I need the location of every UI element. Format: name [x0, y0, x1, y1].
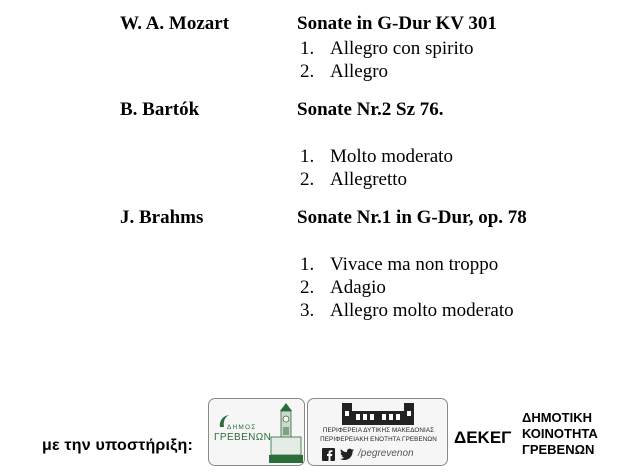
movement-title: Vivace ma non troppo [330, 254, 499, 275]
movement-item [300, 146, 453, 168]
work-title: Sonate Nr.2 Sz 76. [297, 99, 444, 120]
movement-title: Allegro molto moderato [330, 300, 514, 321]
composer-name: J. Brahms [120, 207, 204, 228]
movement-number: 1. [300, 254, 315, 275]
facebook-icon [322, 448, 335, 461]
composer-name: W. A. Mozart [120, 13, 230, 34]
social-handle: /pegrevenon [358, 448, 414, 459]
movement-item [300, 38, 474, 60]
movement-title: Allegro [330, 61, 389, 82]
koinotita-line: ΓΡΕΒΕΝΩΝ [522, 442, 595, 457]
social-row [322, 448, 442, 462]
movement-item [300, 254, 498, 276]
koinotita-label [522, 410, 598, 458]
twitter-icon [340, 448, 354, 461]
support-label: με την υποστήριξη: [42, 437, 194, 454]
movement-number: 2. [300, 169, 315, 190]
building-icon [342, 403, 414, 425]
movement-title: Allegro con spirito [330, 38, 474, 59]
movement-number: 1. [300, 146, 315, 167]
perifereia-logo [307, 398, 448, 466]
movement-number: 2. [300, 61, 315, 82]
logo-name: ΓΡΕΒΕΝΩΝ [214, 432, 272, 443]
movement-item [300, 61, 388, 83]
movement-number: 3. [300, 300, 315, 321]
movement-item [300, 169, 407, 191]
dimos-grevenon-logo [208, 398, 305, 466]
movement-title: Adagio [330, 277, 386, 298]
koinotita-line: ΔΗΜΟΤΙΚΗ [522, 410, 593, 425]
koinotita-line: ΚΟΙΝΟΤΗΤΑ [522, 426, 598, 441]
perif-line-2: ΠΕΡΙΦΕΡΕΙΑΚΗ ΕΝΟΤΗΤΑ ΓΡΕΒΕΝΩΝ [320, 436, 437, 443]
logo-word: ΔΗΜΟΣ [227, 424, 257, 431]
movement-title: Molto moderato [330, 146, 453, 167]
work-title: Sonate in G-Dur KV 301 [297, 13, 497, 34]
movement-title: Allegretto [330, 169, 408, 190]
movement-number: 2. [300, 277, 315, 298]
movement-item [300, 300, 514, 322]
composer-name: B. Bartók [120, 99, 200, 120]
perif-line-1: ΠΕΡΙΦΕΡΕΙΑ ΔΥΤΙΚΗΣ ΜΑΚΕΔΟΝΙΑΣ [322, 427, 435, 434]
movement-item [300, 277, 386, 299]
work-title: Sonate Nr.1 in G-Dur, op. 78 [297, 207, 527, 228]
movement-number: 1. [300, 38, 315, 59]
dekeg-logo: ΔΕΚΕΓ [454, 428, 512, 447]
clock-tower-icon [269, 403, 303, 463]
